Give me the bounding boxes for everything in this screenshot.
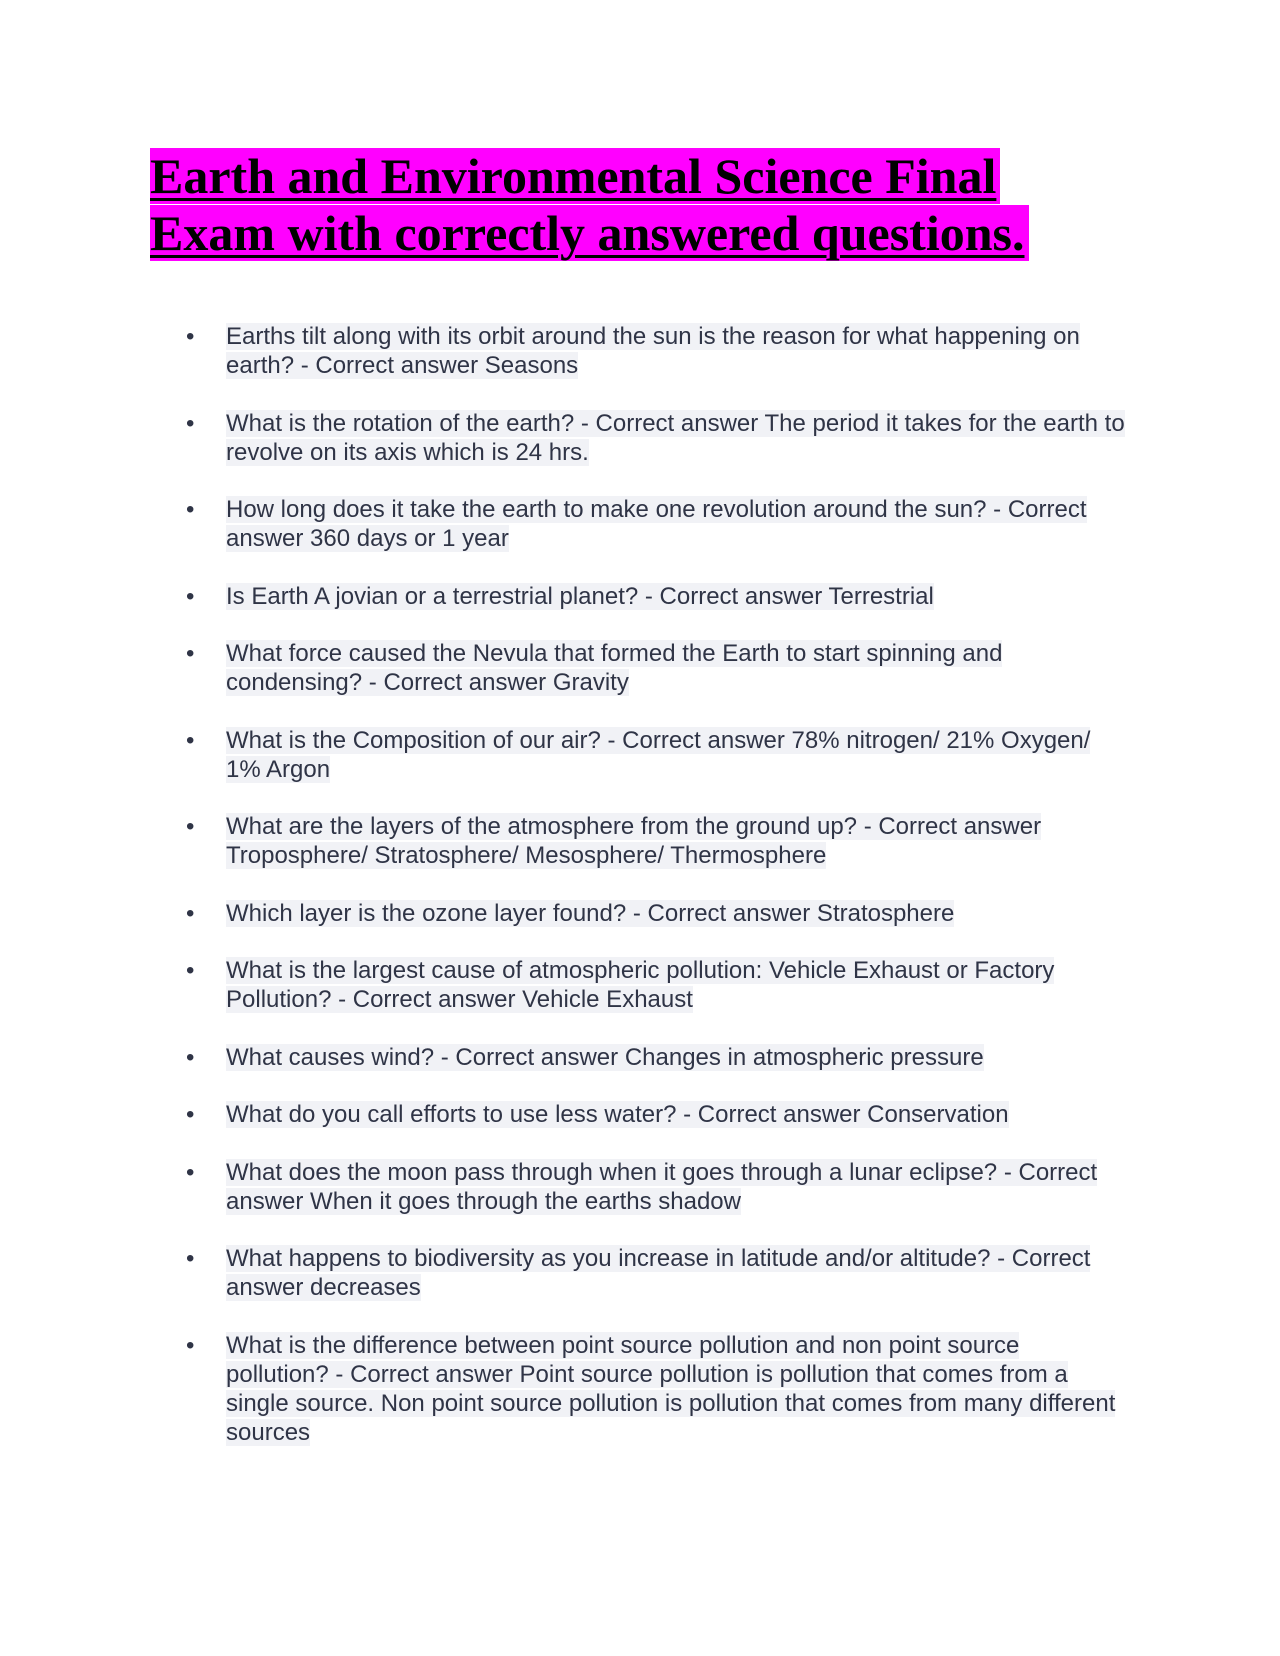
bullet-icon: • [186, 726, 195, 754]
bullet-icon: • [186, 640, 195, 667]
list-item [186, 322, 1126, 380]
title-line-2: Exam with correctly answered questions. [150, 205, 1029, 261]
question-answer-text: What do you call efforts to use less water? - Correct answer Conservation [226, 1101, 1009, 1128]
question-answer-text: What is the Composition of our air? - Correct answer 78% nitrogen/ 21% Oxygen/ 1% Argon [226, 726, 1091, 783]
bullet-icon: • [186, 1043, 195, 1071]
bullet-icon: • [186, 899, 195, 927]
question-answer-text: What is the largest cause of atmospheric pollution: Vehicle Exhaust or Factory Pollution? - Correct answer Vehicle Exhaust [226, 957, 1055, 1013]
question-answer-text: What causes wind? - Correct answer Changes in atmospheric pressure [226, 1043, 984, 1071]
question-answer-text: Earths tilt along with its orbit around the sun is the reason for what happening on earth? - Correct answer Seasons [226, 323, 1080, 379]
list-item [186, 726, 1126, 784]
bullet-icon: • [186, 496, 195, 523]
question-answer-text: Is Earth A jovian or a terrestrial planet? - Correct answer Terrestrial [226, 582, 934, 610]
list-item [186, 899, 1126, 928]
list-item [186, 812, 1126, 870]
list-item [186, 1331, 1126, 1447]
question-answer-text: What is the difference between point source pollution and non point source pollution? - Correct answer Point source pollution is pollution that comes from a single source. Non point source pollution is pollution that comes from many different sources [226, 1331, 1116, 1446]
question-answer-list [186, 322, 1126, 1475]
list-item [186, 495, 1126, 553]
bullet-icon: • [186, 1158, 195, 1186]
list-item [186, 1100, 1126, 1129]
bullet-icon: • [186, 813, 195, 840]
question-answer-text: What force caused the Nevula that formed the Earth to start spinning and condensing? - Correct answer Gravity [226, 640, 1003, 696]
list-item [186, 1158, 1126, 1216]
list-item [186, 409, 1126, 467]
question-answer-text: Which layer is the ozone layer found? - Correct answer Stratosphere [226, 899, 955, 927]
document-title [150, 148, 1050, 262]
bullet-icon: • [186, 1331, 195, 1359]
bullet-icon: • [186, 409, 195, 437]
list-item [186, 639, 1126, 697]
question-answer-text: What does the moon pass through when it goes through a lunar eclipse? - Correct answer When it goes through the earths shadow [226, 1158, 1098, 1215]
title-line-1: Earth and Environmental Science Final [150, 148, 1000, 204]
question-answer-text: What happens to biodiversity as you increase in latitude and/or altitude? - Correct answer decreases [226, 1245, 1091, 1301]
question-answer-text: How long does it take the earth to make one revolution around the sun? - Correct answer 360 days or 1 year [226, 496, 1087, 552]
list-item [186, 956, 1126, 1014]
list-item [186, 1244, 1126, 1302]
bullet-icon: • [186, 323, 195, 350]
question-answer-text: What are the layers of the atmosphere from the ground up? - Correct answer Troposphere/ Stratosphere/ Mesosphere/ Thermosphere [226, 813, 1042, 869]
bullet-icon: • [186, 957, 195, 984]
list-item [186, 582, 1126, 611]
list-item [186, 1043, 1126, 1072]
bullet-icon: • [186, 1245, 195, 1272]
question-answer-text: What is the rotation of the earth? - Correct answer The period it takes for the earth to revolve on its axis which is 24 hrs. [226, 409, 1125, 466]
bullet-icon: • [186, 1101, 195, 1128]
bullet-icon: • [186, 582, 195, 610]
